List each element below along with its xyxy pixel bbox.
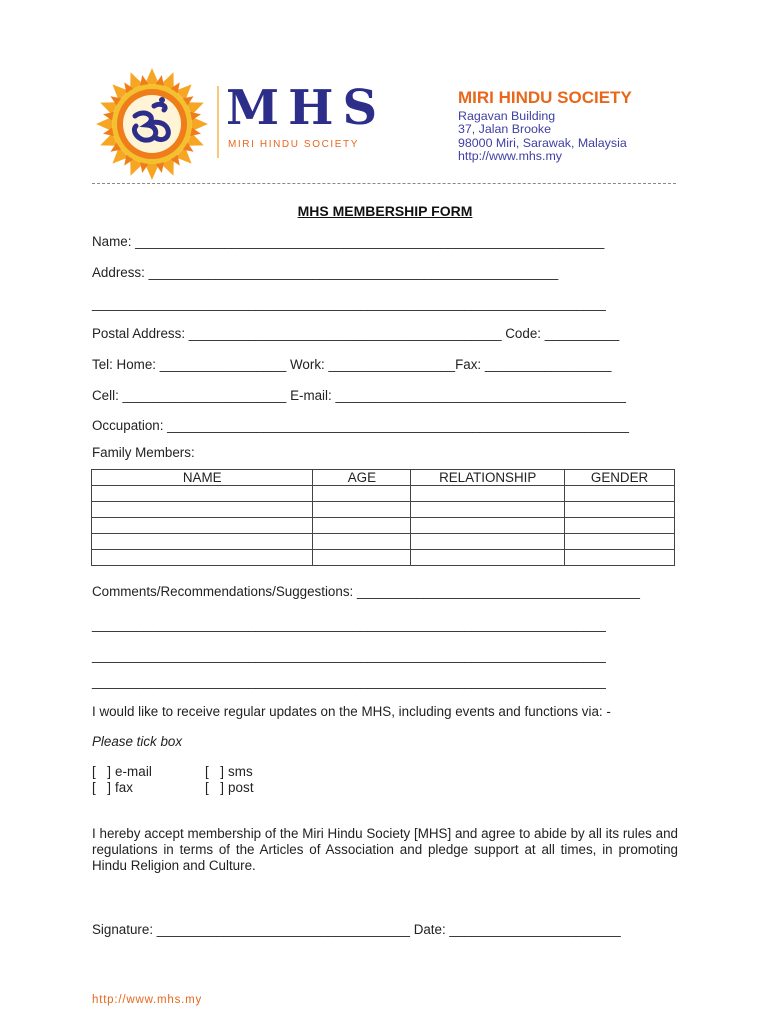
cell-email-field[interactable]: Cell: ______________________ E-mail: _______________________________________ xyxy=(92,388,626,403)
address-field-2[interactable]: _____________________________________________________________________ xyxy=(92,296,606,311)
column-gender: GENDER xyxy=(565,470,675,486)
email-checkbox[interactable]: [ ] e-mail xyxy=(92,764,152,779)
address-line-3: 98000 Miri, Sarawak, Malaysia xyxy=(458,136,627,150)
telephone-field[interactable]: Tel: Home: _________________ Work: _________________Fax: _________________ xyxy=(92,357,612,372)
logo-subtitle: MIRI HINDU SOCIETY xyxy=(228,139,360,150)
table-header-row xyxy=(92,470,675,486)
comments-field[interactable]: Comments/Recommendations/Suggestions: ______________________________________ xyxy=(92,584,640,599)
footer-url[interactable]: http://www.mhs.my xyxy=(92,994,203,1006)
column-relationship: RELATIONSHIP xyxy=(411,470,565,486)
address-line-1: Ragavan Building xyxy=(458,109,556,123)
comments-line[interactable]: _____________________________________________________________________ xyxy=(92,674,606,689)
table-row[interactable] xyxy=(92,550,675,566)
address-line-2: 37, Jalan Brooke xyxy=(458,122,551,136)
post-checkbox[interactable]: [ ] post xyxy=(205,780,254,795)
column-age: AGE xyxy=(313,470,411,486)
logo-letters: MHS xyxy=(226,80,387,136)
table-row[interactable] xyxy=(92,534,675,550)
family-members-table xyxy=(91,469,675,566)
header-divider xyxy=(92,183,676,184)
table-row[interactable] xyxy=(92,502,675,518)
fax-checkbox[interactable]: [ ] fax xyxy=(92,780,134,795)
address-field[interactable]: Address: _______________________________________________________ xyxy=(92,265,559,280)
declaration-text: I hereby accept membership of the Miri Hindu Society [MHS] and agree to abide by all its rules and regulations in terms of the Articles of Association and pledge support at all times, in promoting Hindu Religion and Culture. xyxy=(92,826,678,873)
name-field[interactable]: Name: _______________________________________________________________ xyxy=(92,234,605,249)
org-name: MIRI HINDU SOCIETY xyxy=(458,88,632,107)
website-link[interactable]: http://www.mhs.my xyxy=(458,149,562,163)
form-title: MHS MEMBERSHIP FORM xyxy=(297,203,473,219)
table-row[interactable] xyxy=(92,518,675,534)
tick-box-label: Please tick box xyxy=(92,734,183,749)
postal-address-field[interactable]: Postal Address: __________________________________________ Code: __________ xyxy=(92,326,620,341)
comments-line[interactable]: _____________________________________________________________________ xyxy=(92,617,606,632)
family-members-label: Family Members: xyxy=(92,445,195,460)
comments-line[interactable]: _____________________________________________________________________ xyxy=(92,648,606,663)
column-name: NAME xyxy=(92,470,313,486)
table-row[interactable] xyxy=(92,486,675,502)
updates-text: I would like to receive regular updates on the MHS, including events and functions via: - xyxy=(92,704,611,719)
occupation-field[interactable]: Occupation: ______________________________________________________________ xyxy=(92,418,629,433)
signature-date-field[interactable]: Signature: __________________________________ Date: _______________________ xyxy=(92,922,621,937)
sms-checkbox[interactable]: [ ] sms xyxy=(205,764,253,779)
